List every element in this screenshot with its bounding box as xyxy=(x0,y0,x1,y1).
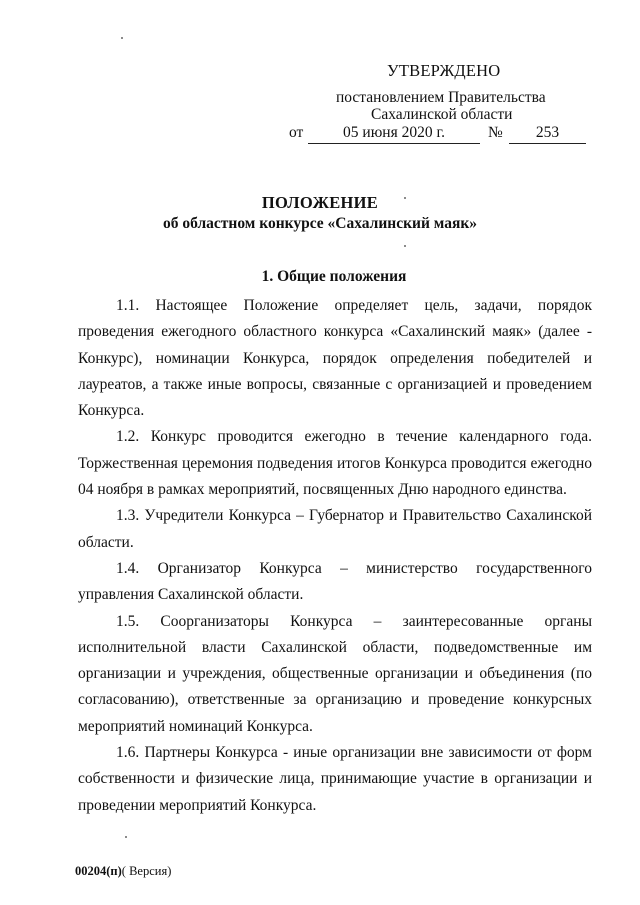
number-label: № xyxy=(488,124,503,141)
approval-line-1: постановлением Правительства xyxy=(336,89,546,106)
footer-code xyxy=(75,864,171,879)
section-heading: 1. Общие положения xyxy=(261,268,407,285)
approval-title: УТВЕРЖДЕНО xyxy=(387,61,501,80)
approval-number: 253 xyxy=(509,124,586,144)
scan-speck xyxy=(121,37,123,39)
footer-code-number: 00204(п) xyxy=(75,864,122,878)
paragraph-1-6: 1.6. Партнеры Конкурса - иные организации вне зависимости от форм собственности и физические лица, принимающие участие в организации и проведении мероприятий Конкурса. xyxy=(78,744,592,814)
approval-line-2: Сахалинской области xyxy=(371,106,513,123)
section-body xyxy=(78,293,592,819)
paragraph-1-3: 1.3. Учредители Конкурса – Губернатор и Правительство Сахалинской области. xyxy=(78,507,592,551)
paragraph-1-1: 1.1. Настоящее Положение определяет цель, задачи, порядок проведения ежегодного областного конкурса «Сахалинский маяк» (далее - Конкурс), номинации Конкурса, порядок определения победителей и лауреатов, а также иные вопросы, связанные с организацией и проведением Конкурса. xyxy=(78,297,592,420)
paragraph-1-2: 1.2. Конкурс проводится ежегодно в течение календарного года. Торжественная церемония подведения итогов Конкурса проводится ежегодно 04 ноября в рамках мероприятий, посвященных Дню народного единства. xyxy=(78,428,592,499)
document-subtitle: об областном конкурсе «Сахалинский маяк» xyxy=(162,215,478,232)
scan-speck xyxy=(404,245,406,247)
approval-date: 05 июня 2020 г. xyxy=(308,124,480,144)
scan-speck xyxy=(125,836,127,838)
document-title: ПОЛОЖЕНИЕ xyxy=(261,193,379,212)
footer-version: ( Версия) xyxy=(121,864,172,878)
paragraph-1-4: 1.4. Организатор Конкурса – министерство государственного управления Сахалинской области. xyxy=(78,559,592,604)
scan-speck xyxy=(404,197,406,199)
date-prefix: от xyxy=(289,124,304,141)
approval-date-row xyxy=(289,124,599,146)
paragraph-1-5: 1.5. Соорганизаторы Конкурса – заинтересованные органы исполнительной власти Сахалинской области, подведомственные им организации и учреждения, общественные организации и объединения (по согласованию), ответственные за организацию и проведение конкурсных мероприятий номинаций Конкурса. xyxy=(78,612,592,735)
